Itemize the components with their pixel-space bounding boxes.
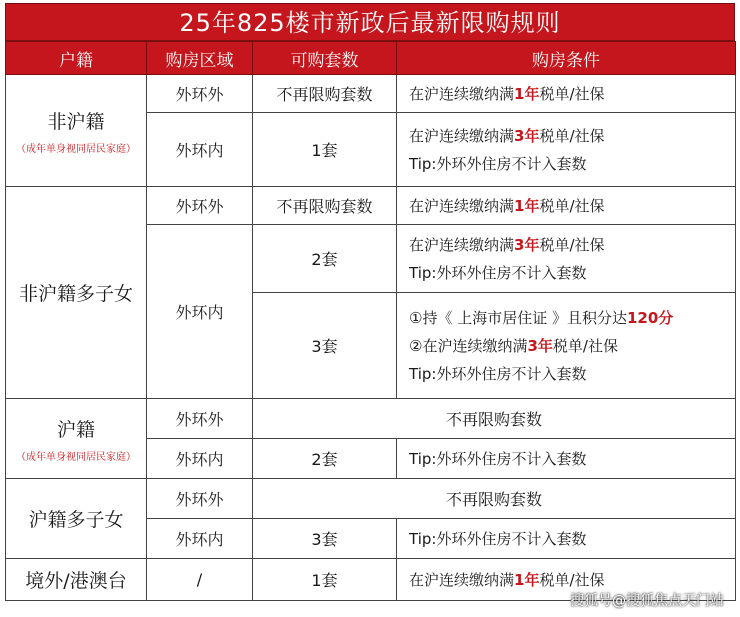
condition-cell xyxy=(397,225,736,293)
count-cell: 3套 xyxy=(253,293,397,399)
watermark: 搜狐号@搜狐焦点天门站 xyxy=(570,593,724,609)
huji-label: 沪籍 xyxy=(56,418,95,441)
table-header-row xyxy=(6,42,736,75)
condition-cell xyxy=(397,293,736,399)
area-cell: 外环内 xyxy=(147,439,253,479)
purchase-rules-table xyxy=(5,41,736,601)
condition-line: 在沪连续缴纳满3年税单/社保 xyxy=(409,126,605,145)
area-cell: 外环外 xyxy=(147,399,253,439)
tip-line: Tip:外环外住房不计入套数 xyxy=(409,263,587,282)
huji-cell-jingwai xyxy=(6,559,147,601)
header-area: 购房区域 xyxy=(147,42,253,75)
condition-line: ①持《 上海市居住证 》且积分达120分 xyxy=(409,308,674,327)
merged-count-cell: 不再限购套数 xyxy=(253,479,736,519)
page-title: 25年825楼市新政后最新限购规则 xyxy=(5,3,735,41)
area-cell: 外环内 xyxy=(147,519,253,559)
table-row xyxy=(6,399,736,439)
huji-label: 非沪籍 xyxy=(47,110,105,133)
table-row xyxy=(6,75,736,113)
tip-line: Tip:外环外住房不计入套数 xyxy=(409,529,587,548)
huji-cell-huji-duozi xyxy=(6,479,147,559)
condition-line: 在沪连续缴纳满1年税单/社保 xyxy=(409,570,605,589)
count-cell: 2套 xyxy=(253,439,397,479)
table-row xyxy=(6,187,736,225)
count-cell: 1套 xyxy=(253,559,397,601)
header-huji: 户籍 xyxy=(6,42,147,75)
huji-label: 沪籍多子女 xyxy=(28,509,124,531)
count-cell: 不再限购套数 xyxy=(253,75,397,113)
huji-note: （成年单身视同居民家庭） xyxy=(16,451,136,463)
tip-line: Tip:外环外住房不计入套数 xyxy=(409,154,587,173)
huji-note: （成年单身视同居民家庭） xyxy=(16,143,136,155)
count-cell: 不再限购套数 xyxy=(253,187,397,225)
header-count: 可购套数 xyxy=(253,42,397,75)
header-condition: 购房条件 xyxy=(397,42,736,75)
merged-count-cell: 不再限购套数 xyxy=(253,399,736,439)
count-cell: 3套 xyxy=(253,519,397,559)
area-cell: 外环外 xyxy=(147,479,253,519)
area-cell: 外环外 xyxy=(147,187,253,225)
tip-line: Tip:外环外住房不计入套数 xyxy=(409,449,587,468)
condition-cell xyxy=(397,187,736,225)
huji-label: 非沪籍多子女 xyxy=(18,283,133,305)
condition-line: ②在沪连续缴纳满3年税单/社保 xyxy=(409,336,618,355)
condition-cell xyxy=(397,439,736,479)
huji-cell-feihuji xyxy=(6,75,147,187)
condition-cell xyxy=(397,75,736,113)
area-cell: 外环内 xyxy=(147,113,253,187)
huji-cell-feihuji-duozi xyxy=(6,187,147,399)
condition-cell xyxy=(397,113,736,187)
count-cell: 2套 xyxy=(253,225,397,293)
area-cell: 外环外 xyxy=(147,75,253,113)
condition-cell xyxy=(397,519,736,559)
count-cell: 1套 xyxy=(253,113,397,187)
area-cell: / xyxy=(147,559,253,601)
condition-line: 在沪连续缴纳满1年税单/社保 xyxy=(409,196,605,215)
huji-cell-huji xyxy=(6,399,147,479)
area-cell: 外环内 xyxy=(147,225,253,399)
tip-line: Tip:外环外住房不计入套数 xyxy=(409,364,587,383)
huji-label: 境外/港澳台 xyxy=(25,570,127,592)
condition-line: 在沪连续缴纳满1年税单/社保 xyxy=(409,84,605,103)
table-row xyxy=(6,479,736,519)
condition-line: 在沪连续缴纳满3年税单/社保 xyxy=(409,235,605,254)
